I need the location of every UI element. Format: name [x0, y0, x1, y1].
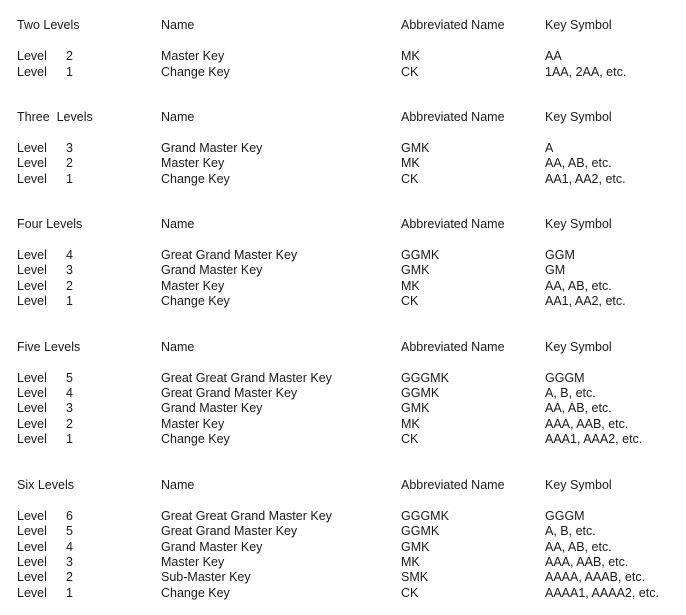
key-symbol: AA, AB, etc.	[545, 401, 612, 415]
key-abbreviation: CK	[401, 294, 419, 308]
table-row	[0, 400, 686, 416]
level-label: Level	[17, 432, 47, 446]
level-label: Level	[17, 294, 47, 308]
level-number: 5	[66, 371, 73, 385]
level-label: Level	[17, 540, 47, 554]
section-header-row	[0, 339, 686, 355]
level-label: Level	[17, 524, 47, 538]
table-row	[0, 416, 686, 432]
table-row	[0, 508, 686, 524]
table-row	[0, 48, 686, 64]
key-symbol: 1AA, 2AA, etc.	[545, 65, 627, 79]
key-name: Grand Master Key	[161, 401, 263, 415]
key-name: Great Grand Master Key	[161, 524, 298, 538]
table-row	[0, 293, 686, 309]
section-title: Two Levels	[17, 18, 80, 32]
level-label: Level	[17, 49, 47, 63]
level-label: Level	[17, 386, 47, 400]
key-symbol: AAA, AAB, etc.	[545, 417, 629, 431]
level-label: Level	[17, 401, 47, 415]
key-name: Master Key	[161, 156, 225, 170]
key-name: Great Grand Master Key	[161, 386, 298, 400]
key-abbreviation: GGMK	[401, 248, 440, 262]
level-label: Level	[17, 65, 47, 79]
key-symbol: GGGM	[545, 509, 585, 523]
key-abbreviation: GMK	[401, 141, 430, 155]
key-name: Master Key	[161, 417, 225, 431]
section-title: Five Levels	[17, 340, 81, 354]
key-name: Change Key	[161, 432, 230, 446]
key-name: Grand Master Key	[161, 141, 263, 155]
table-row	[0, 370, 686, 386]
key-symbol: A, B, etc.	[545, 524, 596, 538]
key-abbreviation: CK	[401, 172, 419, 186]
key-symbol: AA, AB, etc.	[545, 540, 612, 554]
table-row	[0, 171, 686, 187]
section-header-row	[0, 17, 686, 33]
column-header-abbreviated-name: Abbreviated Name	[401, 217, 505, 231]
key-abbreviation: GMK	[401, 263, 430, 277]
key-abbreviation: CK	[401, 65, 419, 79]
table-row	[0, 385, 686, 401]
key-abbreviation: MK	[401, 156, 420, 170]
key-name: Great Great Grand Master Key	[161, 371, 332, 385]
table-row	[0, 140, 686, 156]
key-abbreviation: GGMK	[401, 524, 440, 538]
key-abbreviation: GGMK	[401, 386, 440, 400]
level-number: 3	[66, 141, 73, 155]
key-abbreviation: GMK	[401, 540, 430, 554]
level-label: Level	[17, 586, 47, 600]
level-number: 2	[66, 570, 73, 584]
key-name: Grand Master Key	[161, 263, 263, 277]
key-symbol: GGM	[545, 248, 575, 262]
column-header-abbreviated-name: Abbreviated Name	[401, 110, 505, 124]
key-symbol: AA1, AA2, etc.	[545, 294, 626, 308]
section-header-row	[0, 216, 686, 232]
level-label: Level	[17, 371, 47, 385]
column-header-key-symbol: Key Symbol	[545, 478, 612, 492]
level-label: Level	[17, 141, 47, 155]
key-abbreviation: GGGMK	[401, 371, 449, 385]
key-symbol: A	[545, 141, 554, 155]
level-number: 2	[66, 49, 73, 63]
level-number: 3	[66, 555, 73, 569]
key-name: Master Key	[161, 49, 225, 63]
key-abbreviation: GMK	[401, 401, 430, 415]
column-header-key-symbol: Key Symbol	[545, 340, 612, 354]
table-row	[0, 569, 686, 585]
level-number: 1	[66, 172, 73, 186]
section-header-row	[0, 109, 686, 125]
column-header-name: Name	[161, 110, 195, 124]
table-row	[0, 523, 686, 539]
key-symbol: AA	[545, 49, 562, 63]
key-abbreviation: CK	[401, 432, 419, 446]
level-number: 1	[66, 294, 73, 308]
level-number: 6	[66, 509, 73, 523]
level-label: Level	[17, 509, 47, 523]
key-name: Great Grand Master Key	[161, 248, 298, 262]
key-symbol: AAA, AAB, etc.	[545, 555, 629, 569]
table-row	[0, 278, 686, 294]
key-abbreviation: SMK	[401, 570, 429, 584]
key-name: Change Key	[161, 172, 230, 186]
key-symbol: GGGM	[545, 371, 585, 385]
section-title: Six Levels	[17, 478, 74, 492]
key-symbol: AAA1, AAA2, etc.	[545, 432, 643, 446]
table-row	[0, 554, 686, 570]
key-symbol: GM	[545, 263, 566, 277]
key-symbol: AA, AB, etc.	[545, 279, 612, 293]
key-abbreviation: MK	[401, 417, 420, 431]
key-abbreviation: MK	[401, 49, 420, 63]
column-header-name: Name	[161, 217, 195, 231]
section-title: Four Levels	[17, 217, 83, 231]
key-abbreviation: MK	[401, 279, 420, 293]
column-header-name: Name	[161, 478, 195, 492]
table-row	[0, 64, 686, 80]
level-number: 3	[66, 263, 73, 277]
column-header-abbreviated-name: Abbreviated Name	[401, 340, 505, 354]
key-name: Change Key	[161, 294, 230, 308]
table-row	[0, 431, 686, 447]
key-symbol: AAAA, AAAB, etc.	[545, 570, 646, 584]
key-name: Grand Master Key	[161, 540, 263, 554]
level-label: Level	[17, 172, 47, 186]
key-name: Master Key	[161, 279, 225, 293]
key-symbol: AA1, AA2, etc.	[545, 172, 626, 186]
column-header-abbreviated-name: Abbreviated Name	[401, 478, 505, 492]
level-number: 2	[66, 279, 73, 293]
level-number: 2	[66, 156, 73, 170]
level-number: 4	[66, 248, 73, 262]
section-title: Three Levels	[17, 110, 93, 124]
key-symbol: AAAA1, AAAA2, etc.	[545, 586, 659, 600]
key-name: Change Key	[161, 65, 230, 79]
key-name: Change Key	[161, 586, 230, 600]
table-row	[0, 247, 686, 263]
level-label: Level	[17, 570, 47, 584]
key-abbreviation: GGGMK	[401, 509, 449, 523]
key-abbreviation: MK	[401, 555, 420, 569]
column-header-abbreviated-name: Abbreviated Name	[401, 18, 505, 32]
level-number: 3	[66, 401, 73, 415]
level-number: 1	[66, 432, 73, 446]
level-label: Level	[17, 555, 47, 569]
level-label: Level	[17, 417, 47, 431]
column-header-key-symbol: Key Symbol	[545, 110, 612, 124]
level-number: 4	[66, 386, 73, 400]
level-label: Level	[17, 156, 47, 170]
table-row	[0, 585, 686, 601]
section-header-row	[0, 477, 686, 493]
table-row	[0, 262, 686, 278]
table-row	[0, 155, 686, 171]
key-abbreviation: CK	[401, 586, 419, 600]
key-name: Master Key	[161, 555, 225, 569]
key-name: Great Great Grand Master Key	[161, 509, 332, 523]
level-number: 5	[66, 524, 73, 538]
key-symbol: A, B, etc.	[545, 386, 596, 400]
level-number: 1	[66, 65, 73, 79]
table-row	[0, 539, 686, 555]
level-number: 2	[66, 417, 73, 431]
level-label: Level	[17, 279, 47, 293]
column-header-name: Name	[161, 340, 195, 354]
level-label: Level	[17, 263, 47, 277]
column-header-key-symbol: Key Symbol	[545, 217, 612, 231]
level-label: Level	[17, 248, 47, 262]
level-number: 1	[66, 586, 73, 600]
column-header-key-symbol: Key Symbol	[545, 18, 612, 32]
key-name: Sub-Master Key	[161, 570, 251, 584]
key-symbol: AA, AB, etc.	[545, 156, 612, 170]
column-header-name: Name	[161, 18, 195, 32]
level-number: 4	[66, 540, 73, 554]
